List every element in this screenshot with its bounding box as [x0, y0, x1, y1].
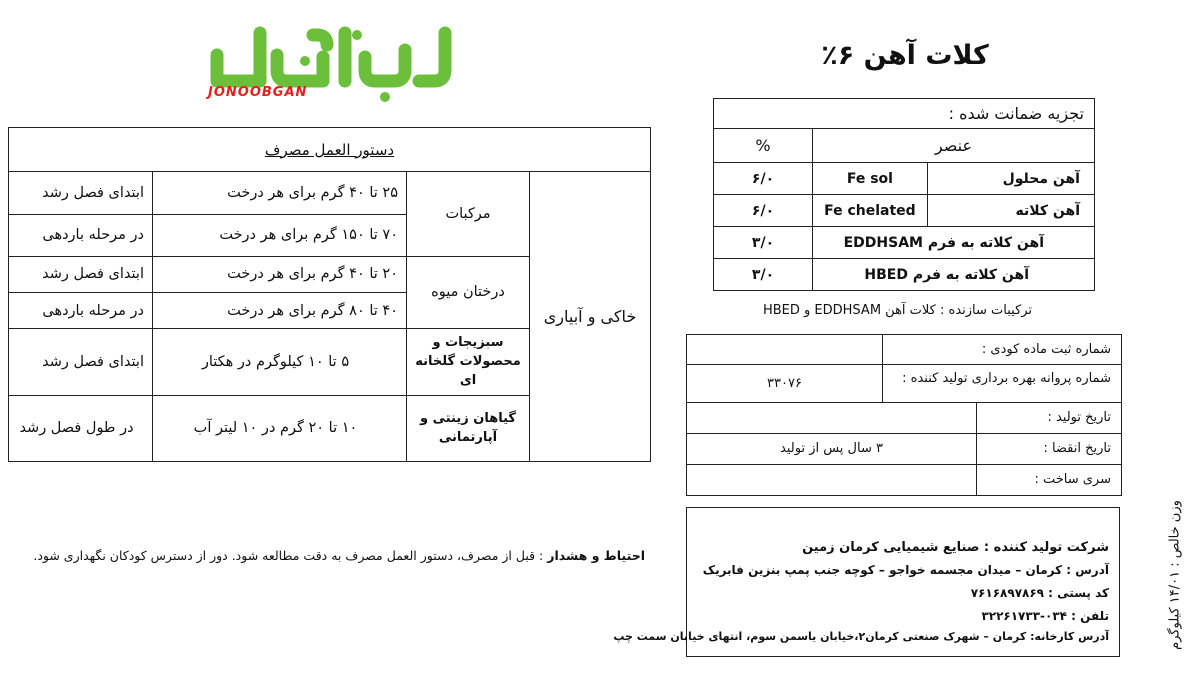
- usage-time: در طول فصل رشد: [9, 395, 153, 461]
- prod-date-value: [687, 403, 976, 433]
- analysis-row: [714, 163, 1095, 195]
- analysis-row: [714, 227, 1095, 259]
- usage-table: [8, 127, 651, 462]
- analysis-row: [714, 195, 1095, 227]
- warning-label: احتیاط و هشدار: [547, 548, 645, 563]
- analysis-name: آهن کلاته: [927, 195, 1094, 227]
- batch-value: [687, 465, 976, 495]
- manufacturer-box: [613, 507, 1120, 657]
- registration-table: [686, 334, 1122, 496]
- manufacturer-factory: آدرس کارخانه: کرمان – شهرک صنعتی کرمان۲،خیابان یاسمن سوم، انتهای خیابان سمت چپ: [613, 630, 1109, 643]
- analysis-symbol: Fe sol: [813, 163, 928, 195]
- net-weight: [1160, 485, 1190, 665]
- brand-logo: [205, 15, 465, 105]
- product-title: کلات آهن ۶٪: [821, 40, 989, 71]
- expiry-label: تاریخ انقضا :: [976, 434, 1121, 464]
- analysis-col-element: عنصر: [813, 129, 1095, 163]
- usage-category: سبزیجات و محصولات گلخانه ای: [407, 329, 530, 395]
- usage-dose: ۱۰ تا ۲۰ گرم در ۱۰ لیتر آب: [153, 395, 407, 461]
- usage-dose: ۴۰ تا ۸۰ گرم برای هر درخت: [153, 292, 407, 328]
- license-value: ۳۳۰۷۶: [687, 365, 883, 403]
- usage-dose: ۵ تا ۱۰ کیلوگرم در هکتار: [153, 329, 407, 395]
- net-weight-text: وزن خالص : ۱۴/۰۱ کیلوگرم: [1167, 500, 1183, 650]
- usage-time: ابتدای فصل رشد: [9, 256, 153, 292]
- usage-category: گیاهان زینتی و آپارتمانی: [407, 395, 530, 461]
- usage-category: درختان میوه: [407, 256, 530, 328]
- analysis-name: آهن کلاته به فرم HBED: [813, 259, 1095, 291]
- prod-date-label: تاریخ تولید :: [976, 403, 1121, 433]
- reg-number-label: شماره ثبت ماده کودی :: [883, 335, 1122, 365]
- usage-time: در مرحله باردهی: [9, 214, 153, 256]
- usage-time: در مرحله باردهی: [9, 292, 153, 328]
- license-label: شماره پروانه بهره برداری تولید کننده :: [883, 365, 1122, 403]
- analysis-symbol: Fe chelated: [813, 195, 928, 227]
- manufacturer-phone: تلفن : ۰۳۴-۳۲۲۶۱۷۳۳: [981, 609, 1109, 623]
- warning-text: [30, 548, 645, 563]
- analysis-header: تجزیه ضمانت شده :: [714, 99, 1095, 129]
- usage-dose: ۲۰ تا ۴۰ گرم برای هر درخت: [153, 256, 407, 292]
- analysis-table: [713, 98, 1095, 291]
- reg-number-value: [687, 335, 883, 365]
- analysis-col-percent: %: [714, 129, 813, 163]
- manufacturer-company: شرکت تولید کننده : صنایع شیمیایی کرمان زمین: [802, 540, 1109, 555]
- analysis-row: [714, 259, 1095, 291]
- analysis-name: آهن کلاته به فرم EDDHSAM: [813, 227, 1095, 259]
- usage-dose: ۲۵ تا ۴۰ گرم برای هر درخت: [153, 172, 407, 214]
- usage-method: خاکی و آبیاری: [530, 172, 651, 462]
- analysis-name: آهن محلول: [927, 163, 1094, 195]
- expiry-value: ۳ سال پس از تولید: [780, 441, 883, 456]
- usage-time: ابتدای فصل رشد: [9, 329, 153, 395]
- usage-title: دستور العمل مصرف: [9, 128, 651, 172]
- analysis-value: ۳/۰: [714, 227, 813, 259]
- manufacturer-postal: کد پستی : ۷۶۱۶۸۹۷۸۶۹: [970, 586, 1109, 600]
- warning-body: : قبل از مصرف، دستور العمل مصرف به دقت مطالعه شود. دور از دسترس کودکان نگهداری شود.: [33, 548, 544, 563]
- analysis-value: ۶/۰: [714, 163, 813, 195]
- composition-text: ترکیبات سازنده : کلات آهن EDDHSAM و HBED: [762, 303, 1033, 318]
- brand-name-en: JONOOBGAN: [208, 85, 308, 100]
- analysis-value: ۶/۰: [714, 195, 813, 227]
- batch-label: سری ساخت :: [976, 465, 1121, 495]
- usage-category: مرکبات: [407, 172, 530, 257]
- usage-dose: ۷۰ تا ۱۵۰ گرم برای هر درخت: [153, 214, 407, 256]
- manufacturer-address: آدرس : کرمان – میدان مجسمه خواجو – کوچه جنب پمپ بنزین فابریک: [702, 563, 1109, 577]
- analysis-value: ۳/۰: [714, 259, 813, 291]
- usage-time: ابتدای فصل رشد: [9, 172, 153, 214]
